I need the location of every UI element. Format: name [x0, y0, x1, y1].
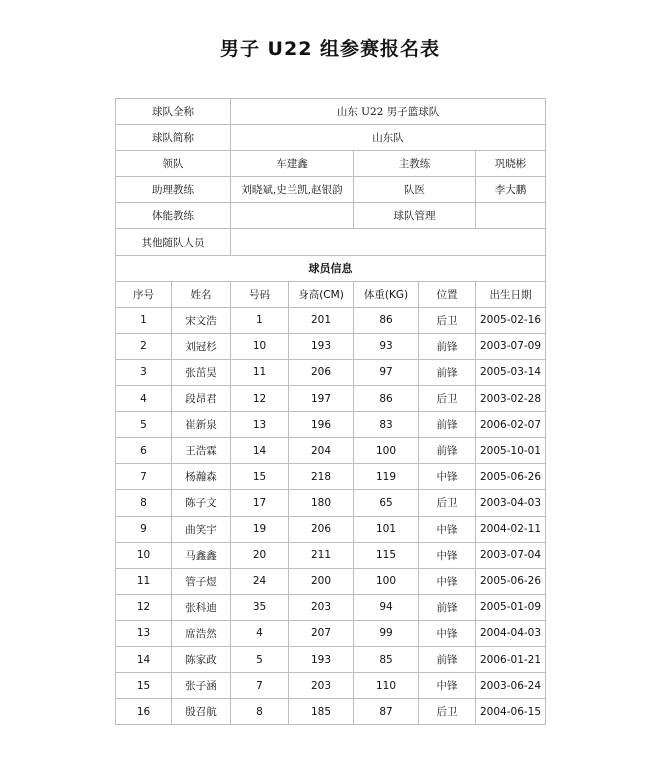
player-weight: 101	[354, 516, 419, 542]
player-name: 陈家政	[172, 646, 231, 672]
player-index: 2	[116, 333, 172, 359]
table-row	[116, 412, 546, 438]
player-number: 13	[231, 412, 289, 438]
table-row	[116, 620, 546, 646]
head-coach-label: 主教练	[354, 151, 476, 177]
column-header: 体重(KG)	[354, 281, 419, 307]
player-birthdate: 2003-06-24	[476, 673, 546, 699]
leader-value: 车建鑫	[231, 151, 354, 177]
player-position: 后卫	[419, 490, 476, 516]
player-position: 前锋	[419, 594, 476, 620]
player-index: 1	[116, 307, 172, 333]
team-full-name-label: 球队全称	[116, 99, 231, 125]
player-index: 6	[116, 438, 172, 464]
player-number: 11	[231, 359, 289, 385]
player-position: 前锋	[419, 333, 476, 359]
player-position: 中锋	[419, 516, 476, 542]
player-name: 杨瀚森	[172, 464, 231, 490]
table-row	[116, 673, 546, 699]
column-header-row	[116, 281, 546, 307]
table-row	[116, 464, 546, 490]
table-row	[116, 307, 546, 333]
player-height: 204	[289, 438, 354, 464]
player-name: 管子煜	[172, 568, 231, 594]
player-birthdate: 2004-02-11	[476, 516, 546, 542]
player-weight: 87	[354, 699, 419, 725]
player-number: 19	[231, 516, 289, 542]
column-header: 号码	[231, 281, 289, 307]
table-row	[116, 594, 546, 620]
registration-table	[115, 98, 546, 725]
player-height: 185	[289, 699, 354, 725]
player-name: 席浩然	[172, 620, 231, 646]
player-name: 刘冠杉	[172, 333, 231, 359]
player-weight: 100	[354, 438, 419, 464]
player-birthdate: 2006-01-21	[476, 646, 546, 672]
player-height: 203	[289, 594, 354, 620]
player-number: 12	[231, 386, 289, 412]
player-name: 王浩霖	[172, 438, 231, 464]
assistant-row	[116, 177, 546, 203]
leader-row	[116, 151, 546, 177]
team-short-name-value: 山东队	[231, 125, 546, 151]
player-name: 张子涵	[172, 673, 231, 699]
column-header: 序号	[116, 281, 172, 307]
player-index: 8	[116, 490, 172, 516]
player-position: 前锋	[419, 412, 476, 438]
player-number: 17	[231, 490, 289, 516]
player-height: 197	[289, 386, 354, 412]
player-height: 196	[289, 412, 354, 438]
player-position: 后卫	[419, 386, 476, 412]
table-row	[116, 646, 546, 672]
player-height: 180	[289, 490, 354, 516]
others-row	[116, 229, 546, 255]
player-height: 206	[289, 516, 354, 542]
table-row	[116, 516, 546, 542]
table-row	[116, 490, 546, 516]
player-number: 10	[231, 333, 289, 359]
player-name: 张茁昊	[172, 359, 231, 385]
player-index: 12	[116, 594, 172, 620]
player-birthdate: 2006-02-07	[476, 412, 546, 438]
team-short-name-row	[116, 125, 546, 151]
player-weight: 85	[354, 646, 419, 672]
player-number: 5	[231, 646, 289, 672]
team-doctor-label: 队医	[354, 177, 476, 203]
player-birthdate: 2004-06-15	[476, 699, 546, 725]
column-header: 出生日期	[476, 281, 546, 307]
fitness-coach-value	[231, 203, 354, 229]
player-index: 5	[116, 412, 172, 438]
team-full-name-row	[116, 99, 546, 125]
player-number: 14	[231, 438, 289, 464]
player-number: 1	[231, 307, 289, 333]
player-weight: 83	[354, 412, 419, 438]
other-staff-label: 其他随队人员	[116, 229, 231, 255]
player-index: 14	[116, 646, 172, 672]
leader-label: 领队	[116, 151, 231, 177]
player-height: 206	[289, 359, 354, 385]
player-position: 中锋	[419, 673, 476, 699]
player-index: 9	[116, 516, 172, 542]
player-position: 中锋	[419, 620, 476, 646]
player-index: 3	[116, 359, 172, 385]
player-name: 段昂君	[172, 386, 231, 412]
player-height: 193	[289, 646, 354, 672]
table-row	[116, 359, 546, 385]
team-manager-label: 球队管理	[354, 203, 476, 229]
player-height: 218	[289, 464, 354, 490]
player-birthdate: 2005-01-09	[476, 594, 546, 620]
column-header: 身高(CM)	[289, 281, 354, 307]
head-coach-value: 巩晓彬	[476, 151, 546, 177]
player-weight: 86	[354, 386, 419, 412]
player-birthdate: 2005-10-01	[476, 438, 546, 464]
player-number: 20	[231, 542, 289, 568]
player-name: 陈子文	[172, 490, 231, 516]
players-section-row	[116, 255, 546, 281]
player-height: 203	[289, 673, 354, 699]
player-height: 200	[289, 568, 354, 594]
player-height: 211	[289, 542, 354, 568]
player-birthdate: 2004-04-03	[476, 620, 546, 646]
player-name: 曲笑宇	[172, 516, 231, 542]
player-weight: 99	[354, 620, 419, 646]
player-height: 193	[289, 333, 354, 359]
player-number: 4	[231, 620, 289, 646]
player-weight: 119	[354, 464, 419, 490]
player-index: 16	[116, 699, 172, 725]
table-row	[116, 699, 546, 725]
players-section-title: 球员信息	[116, 255, 546, 281]
player-weight: 115	[354, 542, 419, 568]
player-birthdate: 2005-06-26	[476, 464, 546, 490]
player-weight: 86	[354, 307, 419, 333]
player-name: 殷召航	[172, 699, 231, 725]
player-birthdate: 2005-02-16	[476, 307, 546, 333]
player-number: 7	[231, 673, 289, 699]
player-position: 前锋	[419, 438, 476, 464]
fitness-coach-label: 体能教练	[116, 203, 231, 229]
player-number: 15	[231, 464, 289, 490]
player-index: 10	[116, 542, 172, 568]
player-birthdate: 2003-04-03	[476, 490, 546, 516]
player-position: 中锋	[419, 464, 476, 490]
player-position: 后卫	[419, 307, 476, 333]
column-header: 位置	[419, 281, 476, 307]
player-birthdate: 2005-06-26	[476, 568, 546, 594]
player-birthdate: 2005-03-14	[476, 359, 546, 385]
player-index: 7	[116, 464, 172, 490]
fitness-row	[116, 203, 546, 229]
player-index: 11	[116, 568, 172, 594]
player-name: 马鑫鑫	[172, 542, 231, 568]
player-birthdate: 2003-02-28	[476, 386, 546, 412]
team-short-name-label: 球队简称	[116, 125, 231, 151]
player-index: 4	[116, 386, 172, 412]
table-row	[116, 386, 546, 412]
player-weight: 93	[354, 333, 419, 359]
player-position: 中锋	[419, 542, 476, 568]
player-position: 中锋	[419, 568, 476, 594]
player-height: 201	[289, 307, 354, 333]
player-weight: 100	[354, 568, 419, 594]
page-title: 男子 U22 组参赛报名表	[219, 38, 441, 60]
player-weight: 97	[354, 359, 419, 385]
assistant-coach-value: 刘晓斌,史兰凯,赵银韵	[231, 177, 354, 203]
player-number: 8	[231, 699, 289, 725]
player-name: 崔新泉	[172, 412, 231, 438]
other-staff-value	[231, 229, 546, 255]
table-row	[116, 333, 546, 359]
player-weight: 65	[354, 490, 419, 516]
player-weight: 94	[354, 594, 419, 620]
team-doctor-value: 李大鹏	[476, 177, 546, 203]
player-birthdate: 2003-07-04	[476, 542, 546, 568]
player-position: 后卫	[419, 699, 476, 725]
table-row	[116, 438, 546, 464]
player-index: 13	[116, 620, 172, 646]
column-header: 姓名	[172, 281, 231, 307]
player-number: 24	[231, 568, 289, 594]
player-index: 15	[116, 673, 172, 699]
player-position: 前锋	[419, 359, 476, 385]
player-weight: 110	[354, 673, 419, 699]
team-full-name-value: 山东 U22 男子篮球队	[231, 99, 546, 125]
player-name: 宋文浩	[172, 307, 231, 333]
player-position: 前锋	[419, 646, 476, 672]
table-row	[116, 568, 546, 594]
player-name: 张科迪	[172, 594, 231, 620]
table-row	[116, 542, 546, 568]
player-height: 207	[289, 620, 354, 646]
assistant-coach-label: 助理教练	[116, 177, 231, 203]
player-birthdate: 2003-07-09	[476, 333, 546, 359]
team-manager-value	[476, 203, 546, 229]
player-rows	[116, 307, 546, 725]
player-number: 35	[231, 594, 289, 620]
